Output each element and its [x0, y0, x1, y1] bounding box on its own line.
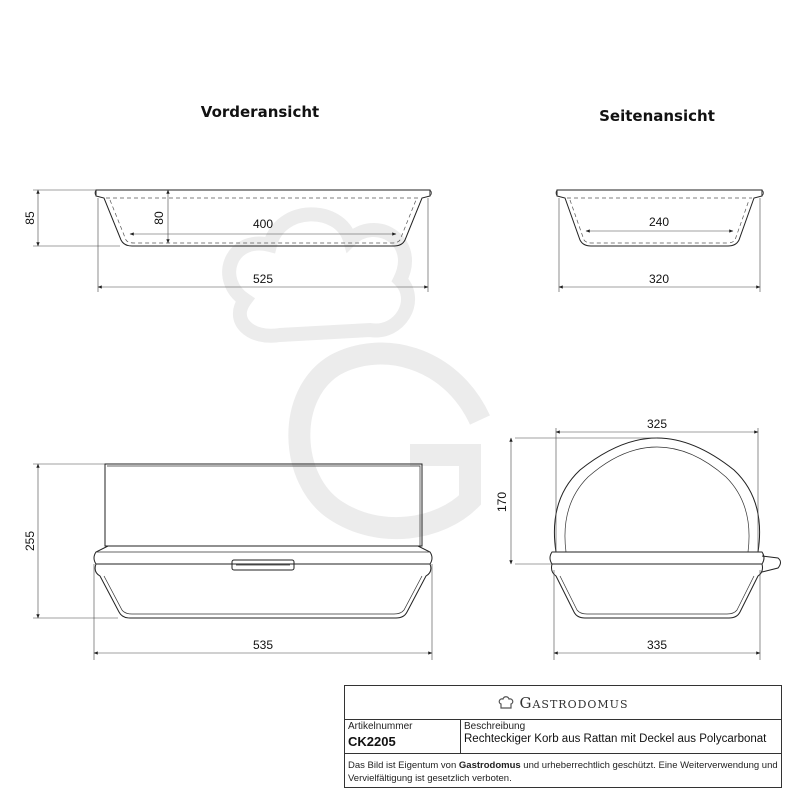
dim-front-top-length: 525 [252, 272, 274, 286]
watermark-logo [229, 214, 480, 528]
dim-side-bottom-dome-height: 170 [495, 491, 509, 513]
article-number-value: CK2205 [348, 734, 396, 749]
front-view-with-lid [23, 464, 432, 660]
copyright-text-start: Das Bild ist Eigentum von [348, 760, 459, 771]
dim-front-top-depth: 80 [152, 211, 166, 225]
front-view-title: Vorderansicht [200, 103, 320, 121]
title-block [344, 685, 782, 788]
article-number-label: Artikelnummer [348, 721, 413, 732]
dim-front-bottom-length: 535 [252, 638, 274, 652]
dim-side-bottom-width: 335 [646, 638, 668, 652]
dim-side-top-width: 320 [648, 272, 670, 286]
brand-name: Gastrodomus [519, 693, 629, 712]
copyright-notice [345, 753, 781, 788]
side-view-basket [556, 190, 764, 292]
dim-front-bottom-height: 255 [23, 530, 37, 552]
dim-side-bottom-dome-width: 325 [646, 417, 668, 431]
brand-logo [345, 686, 781, 720]
description-value: Rechteckiger Korb aus Rattan mit Deckel aus Polycarbonat [464, 733, 767, 745]
side-view-title: Seitenansicht [599, 107, 715, 125]
chef-hat-icon [497, 694, 515, 712]
description-label: Beschreibung [464, 721, 526, 732]
dim-front-top-height: 85 [23, 211, 37, 225]
copyright-text-end: und urheberrechtlich geschützt. Eine Weiterverwendung und Vervielfältigung ist gesetzlich verboten. [348, 760, 778, 784]
side-view-with-lid [495, 417, 781, 660]
dim-front-top-inner-length: 400 [252, 217, 274, 231]
dim-side-top-inner-width: 240 [648, 215, 670, 229]
copyright-brand: Gastrodomus [458, 760, 521, 771]
